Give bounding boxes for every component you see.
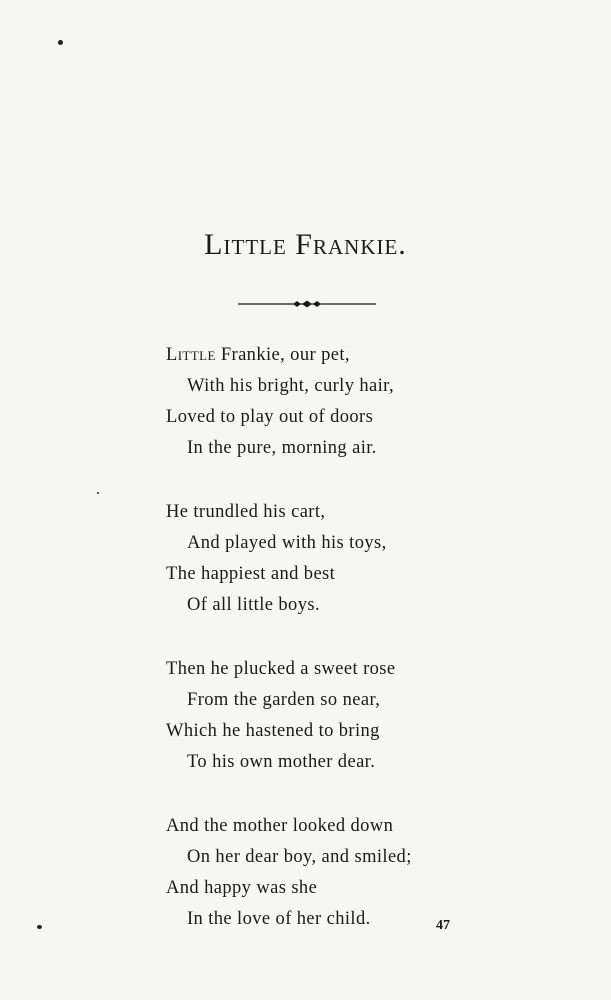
poem-line: To his own mother dear.: [187, 752, 376, 772]
stanza: [166, 811, 412, 935]
poem-line: Then he plucked a sweet rose: [166, 659, 396, 679]
ink-speck: [58, 40, 63, 45]
stanza: [166, 497, 412, 621]
poem-line-text: Frankie, our pet,: [215, 345, 350, 365]
stanza: [166, 654, 412, 778]
ink-speck: [37, 925, 42, 929]
poem-line: Loved to play out of doors: [166, 407, 374, 427]
poem-line: And the mother looked down: [166, 816, 394, 836]
ornament-divider: [238, 300, 376, 308]
poem-body: [166, 340, 412, 968]
page-number: 47: [436, 918, 450, 933]
poem-line: The happiest and best: [166, 564, 336, 584]
poem-line: With his bright, curly hair,: [187, 376, 395, 396]
stanza: [166, 340, 412, 464]
drop-word: Little: [166, 345, 216, 365]
poem-line: From the garden so near,: [187, 690, 381, 710]
poem-line: He trundled his cart,: [166, 502, 326, 522]
poem-line: In the love of her child.: [187, 909, 371, 929]
poem-line: Of all little boys.: [187, 595, 320, 615]
poem-line: [166, 340, 412, 371]
ink-speck: [97, 492, 99, 494]
poem-title: Little Frankie.: [204, 228, 407, 261]
poem-line: Which he hastened to bring: [166, 721, 380, 741]
poem-line: On her dear boy, and smiled;: [187, 847, 412, 867]
poem-line: And played with his toys,: [187, 533, 387, 553]
poem-line: And happy was she: [166, 878, 318, 898]
poem-line: In the pure, morning air.: [187, 438, 377, 458]
